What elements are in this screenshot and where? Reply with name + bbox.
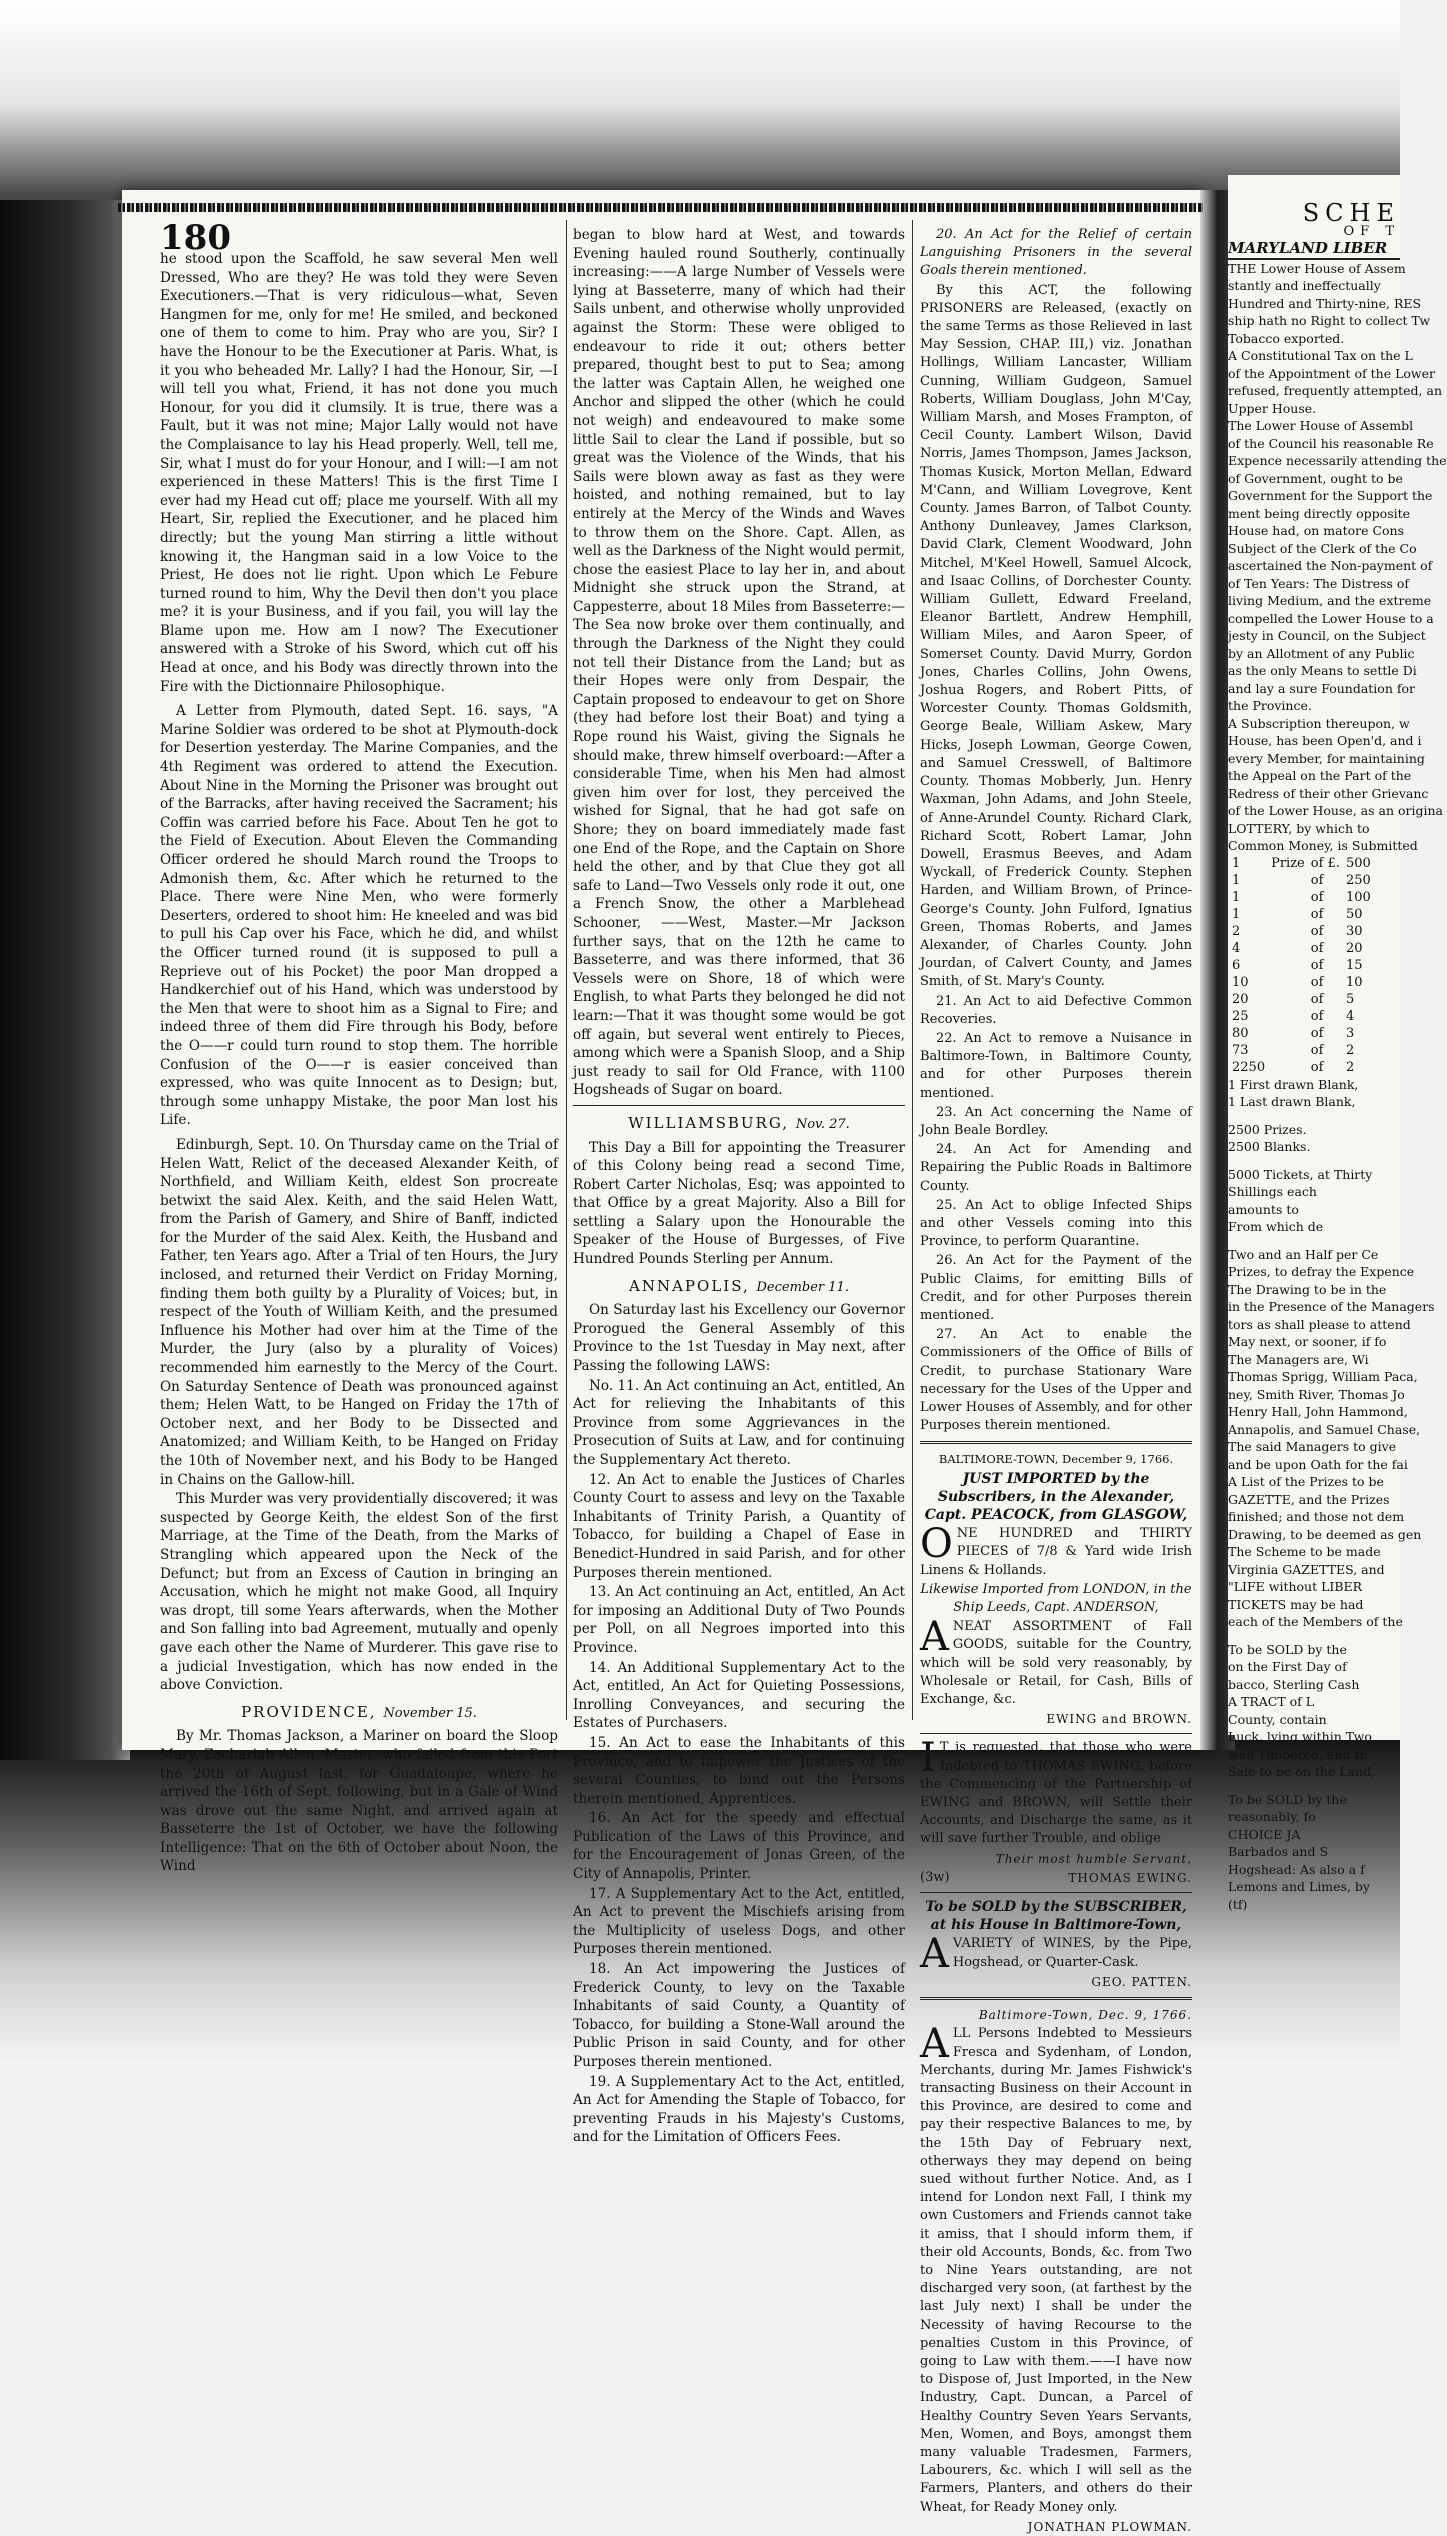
column-rule bbox=[566, 220, 567, 1720]
facing-line: A Subscription thereupon, w bbox=[1228, 715, 1410, 731]
ad-heading: To be SOLD by the SUBSCRIBER, at his House in Baltimore-Town, bbox=[925, 1899, 1187, 1934]
drop-cap: I bbox=[920, 1735, 936, 1782]
facing-subheader: OF T bbox=[1343, 223, 1400, 239]
facing-line: The Managers are, Wi bbox=[1228, 1351, 1369, 1367]
facing-line: tors as shall please to attend bbox=[1228, 1316, 1411, 1332]
facing-line: 1 First drawn Blank, bbox=[1228, 1076, 1359, 1092]
facing-line: Virginia GAZETTES, and bbox=[1228, 1561, 1385, 1577]
dateline-date: December 11. bbox=[756, 1279, 849, 1295]
facing-line: living Medium, and the extreme bbox=[1228, 593, 1432, 608]
facing-line: A Constitutional Tax on the L bbox=[1228, 348, 1413, 363]
facing-line: of the Council his reasonable Re bbox=[1228, 435, 1434, 451]
prize-row bbox=[1232, 889, 1377, 906]
facing-line: of Ten Years: The Distress of bbox=[1228, 575, 1410, 591]
facing-line: by an Allotment of any Public bbox=[1228, 645, 1415, 661]
ad-date: BALTIMORE-TOWN, December 9, 1766. bbox=[938, 1452, 1174, 1467]
facing-line: of the Appointment of the Lower bbox=[1228, 365, 1435, 381]
prize-cell: 100 bbox=[1345, 889, 1371, 905]
prize-row bbox=[1232, 1042, 1377, 1059]
prize-row bbox=[1232, 923, 1377, 940]
law-item: 15. An Act to ease the Inhabitants of this Province, and to impower the Justices of the several Counties, to bind out the Persons therein mentioned, Apprentices. bbox=[573, 1734, 905, 1807]
ad-subheading: Likewise Imported from LONDON, in the Ship Leeds, Capt. ANDERSON, bbox=[920, 1581, 1192, 1616]
page-number: 180 bbox=[160, 218, 231, 258]
article-paragraph: Edinburgh, Sept. 10. On Thursday came on the Trial of Helen Watt, Relict of the deceased Alexander Keith, of Northfield, and William Keith, eldest Son procreate betwixt the said Alex. Keith, and the said Helen Watt, from the Parish of Gamery, and Shire of Banff, indicted for the Murder of the said Alex. Keith, the Husband and Father, ten Years ago. After a Trial of ten Hours, the Jury inclosed, and returned their Verdict on Friday Morning, finding them both guilty by a Plurality of Voices; but, in respect of the Youth of William Keith, and the presumed Influence his Mother had over him at the Time of the Murder, the Jury (also by a plurality of Voices) recommended him earnestly to the Mercy of the Court. On Saturday Sentence of Death was pronounced against them; Helen Watt, to be Hanged on Friday the 17th of October next, and her Body to be Dissected and Anatomized; and William Keith, to be Hanged on Friday the 10th of November next, and his Body to be Hanged in Chains on the Gallow-hill. bbox=[160, 1136, 558, 1488]
prize-cell: of bbox=[1310, 923, 1324, 939]
ad-heading: JUST IMPORTED by the Subscribers, in the Alexander, Capt. PEACOCK, from GLASGOW, bbox=[924, 1470, 1188, 1524]
facing-line: in the Presence of the Managers bbox=[1228, 1299, 1435, 1314]
facing-line: A List of the Prizes to be bbox=[1228, 1474, 1384, 1489]
facing-line: Tobacco exported. bbox=[1228, 330, 1345, 346]
facing-line: Thomas Sprigg, William Paca, bbox=[1228, 1369, 1418, 1384]
article-paragraph: This Murder was very providentially discovered; it was suspected by George Keith, the eldest Son of the first Marriage, at the Time of the Death, from the Marks of Strangling which appeared upon the Neck of the Defunct; but from an Excess of Caution in bringing an Accusation, which he might not make Good, all Inquiry was dropt, till some Years afterwards, when the Mother and Son falling into bad Agreement, mutually and openly gave each other the Name of Murderer. This gave rise to a judicial Investigation, which has now ended in the above Conviction. bbox=[160, 1491, 558, 1694]
ad-signature: EWING and BROWN. bbox=[1046, 1712, 1192, 1727]
law-item: 21. An Act to aid Defective Common Recoveries. bbox=[920, 993, 1192, 1027]
article-paragraph: he stood upon the Scaffold, he saw several Men well Dressed, Who are they? He was told they were Seven Executioners.—That is very ridiculous—what, Seven Hangmen for me, only for me! He smiled, and beckoned one of them to come to him. Pray who are you, Sir? I have the Honour to be the Executioner at Paris. What, is it you who beheaded Mr. Lally? I had the Honour, Sir, —I will tell you what, Friend, it has not done you much Honour, for you did it clumsily. It is true, there was a Fault, but it was not mine; Major Lally would not have the Complaisance to lay his Head properly. Well, tell me, Sir, what I must do for your Honour, and I will:—I am not experienced in these Matters! This is the first Time I ever had my Head cut off; place me yourself. With all my Heart, Sir, replied the Executioner, and he placed him directly; but the young Man stirring a little without knowing it, the Hangman said in a low Voice to the Priest, He does not lie right. Upon which Le Febure turned round to him, Why the Devil then don't you place me? it is your Business, and if you fail, you will lay the Blame upon me. How am I now? The Executioner answered with a Stroke of his Sword, which cut off his Head at once, and his Body was directly thrown into the Fire with the Dictionnaire Philosophique. bbox=[160, 251, 558, 695]
prize-cell: of bbox=[1310, 889, 1324, 905]
facing-line: To be SOLD by the bbox=[1228, 1791, 1347, 1807]
facing-title: MARYLAND LIBER bbox=[1228, 240, 1400, 260]
dateline-place: PROVIDENCE, bbox=[241, 1702, 377, 1721]
facing-line: amounts to bbox=[1228, 1201, 1299, 1217]
ad-body bbox=[920, 1521, 1192, 1580]
facing-line: Luck, lying within Two bbox=[1228, 1729, 1372, 1744]
prize-cell: 10 bbox=[1345, 974, 1363, 990]
prize-cell: 2250 bbox=[1232, 1059, 1266, 1075]
prize-cell: of bbox=[1310, 1025, 1324, 1041]
ad-signature: GEO. PATTEN. bbox=[1091, 1974, 1192, 1989]
prize-cell: of bbox=[1310, 1008, 1324, 1024]
prize-cell: 50 bbox=[1345, 906, 1363, 922]
prize-cell: 3 bbox=[1345, 1025, 1355, 1041]
prize-cell: Prize bbox=[1271, 855, 1305, 871]
facing-line: bacco, Sterling Cash bbox=[1228, 1676, 1360, 1692]
article-paragraph: began to blow hard at West, and towards Evening hauled round Southerly, continually increasing:——A large Number of Vessels were lying at Basseterre, many of which had their Sails unbent, and otherwise wholly unprovided against the Storm: These were obliged to endeavour to ride it out; others better prepared, thought best to put to Sea; among the latter was Captain Allen, he weighed one Anchor and slipped the other (which he could not weigh) and endeavoured to make some little Sail to clear the Land if possible, but so great was the Violence of the Winds, that his Sails were blown away as fast as they were hoisted, and nothing remained, but to lay entirely at the Mercy of the Winds and Waves to throw them on the Shore. Capt. Allen, as well as the Darkness of the Night would permit, chose the easiest Place to lay her in, and about Midnight she struck upon the Strand, at Cappesterre, about 18 Miles from Basseterre:—The Sea now broke over them continually, and through the Darkness of the Night they could not tell their Distance from the Land; but as their Hopes were only from Despair, the Captain proposed to endeavour to get on Shore (they had before lost their Boat) and tying a Rope round his Waist, giving the Signals he should make, threw himself overboard:—After a considerable Time, when his Men had almost given him over for lost, they perceived the wished for Signal, that he had got safe on Shore; they on board immediately made fast one End of the Rope, and the Captain on Shore held the other, and by that Clue they got all safe to Land—Two Vessels only rode it out, one a French Snow, the other a Marblehead Schooner, ——West, Master.—Mr Jackson further says, that on the 12th he came to Basseterre, and was there informed, that 36 Vessels were on Shore, 18 of which were English, to what Parts they belonged he did not learn:—That it was thought some would be got off again, but several went entirely to Pieces, among which were a Spanish Sloop, and a Ship just ready to sail for Old France, with 1100 Hogsheads of Sugar on board. bbox=[573, 227, 905, 1099]
column-rule bbox=[912, 220, 913, 1720]
facing-line: jesty in Council, on the Subject bbox=[1228, 628, 1426, 643]
law-item: 26. An Act for the Payment of the Public Claims, for emitting Bills of Credit, and for other Purposes therein mentioned. bbox=[920, 1253, 1192, 1323]
prize-cell: 1 bbox=[1232, 855, 1241, 871]
facing-line: refused, frequently attempted, an bbox=[1228, 383, 1442, 398]
facing-line: "LIFE without LIBER bbox=[1228, 1579, 1363, 1594]
prize-cell: 500 bbox=[1345, 855, 1371, 871]
prize-cell: 2 bbox=[1232, 923, 1241, 939]
facing-line: House had, on matore Cons bbox=[1228, 523, 1405, 538]
ad-text: NEAT ASSORTMENT of Fall GOODS, suitable for the Country, which will be sold very reasonably, by Wholesale or Retail, for Cash, Bills of Exchange, &c. bbox=[920, 1619, 1192, 1708]
facing-line: Two and an Half per Ce bbox=[1228, 1246, 1379, 1262]
facing-line: A TRACT of L bbox=[1228, 1694, 1315, 1709]
drop-cap: A bbox=[920, 1614, 949, 1661]
ad-body bbox=[920, 2021, 1192, 2516]
article-paragraph: On Saturday last his Excellency our Governor Prorogued the General Assembly of this Province to the 1st Tuesday in May next, after Passing the following LAWS: bbox=[573, 1302, 905, 1375]
facing-line: the Appeal on the Part of the bbox=[1228, 768, 1412, 783]
law-item: 18. An Act impowering the Justices of Frederick County, to levy on the Taxable Inhabitants of said County, a Quantity of Tobacco, for building a Stone-Wall around the Public Prison in said County, and for other Purposes therein mentioned. bbox=[573, 1961, 905, 2070]
facing-line: ney, Smith River, Thomas Jo bbox=[1228, 1386, 1405, 1402]
prize-cell bbox=[1271, 1059, 1311, 1076]
facing-line: well Timbered, and th bbox=[1228, 1746, 1368, 1762]
facing-line: Sale to be on the Land, bbox=[1228, 1764, 1376, 1779]
facing-line: Hundred and Thirty-nine, RES bbox=[1228, 295, 1422, 311]
facing-line: LOTTERY, by which to bbox=[1228, 820, 1370, 836]
law-item: 19. A Supplementary Act to the Act, entitled, An Act for Amending the Staple of Tobacco, for preventing Frauds in his Majesty's Customs, and for the Limitation of Officers Fees. bbox=[573, 2073, 905, 2146]
dateline-place: ANNAPOLIS, bbox=[629, 1276, 750, 1295]
prize-cell bbox=[1271, 906, 1311, 923]
prize-cell: 30 bbox=[1345, 923, 1363, 939]
prize-cell: of bbox=[1310, 974, 1324, 990]
ad-mark: (3w) bbox=[920, 1869, 950, 1885]
prize-cell: 6 bbox=[1232, 957, 1241, 973]
facing-line bbox=[1228, 1236, 1400, 1246]
prize-cell: 1 bbox=[1232, 906, 1241, 922]
facing-line: Upper House. bbox=[1228, 400, 1317, 416]
prize-cell bbox=[1271, 1042, 1311, 1059]
facing-line: Redress of their other Grievanc bbox=[1228, 785, 1429, 801]
prize-cell: 20 bbox=[1345, 940, 1363, 956]
facing-line: THE Lower House of Assem bbox=[1228, 260, 1406, 276]
facing-line: Hogshead: As also a f bbox=[1228, 1861, 1365, 1877]
divider bbox=[920, 1733, 1192, 1734]
facing-line: 1 Last drawn Blank, bbox=[1228, 1094, 1356, 1109]
drop-cap: O bbox=[920, 1521, 953, 1568]
column-1 bbox=[160, 250, 558, 1875]
law-item: 20. An Act for the Relief of certain Languishing Prisoners in the several Goals therein mentioned. bbox=[920, 227, 1192, 279]
prize-cell: 1 bbox=[1232, 889, 1241, 905]
ad-signature: THOMAS EWING. bbox=[1068, 1870, 1192, 1885]
facing-line: House, has been Open'd, and i bbox=[1228, 733, 1422, 748]
facing-line: Henry Hall, John Hammond, bbox=[1228, 1404, 1408, 1419]
facing-line: stantly and ineffectually bbox=[1228, 278, 1381, 293]
facing-line: To be SOLD by the bbox=[1228, 1641, 1347, 1657]
facing-line: Expence necessarily attending the bbox=[1228, 453, 1447, 468]
prize-row bbox=[1232, 957, 1377, 974]
facing-line: finished; and those not dem bbox=[1228, 1509, 1405, 1524]
facing-line: The Drawing to be in the bbox=[1228, 1281, 1387, 1297]
facing-line: CHOICE JA bbox=[1228, 1826, 1301, 1842]
divider bbox=[920, 1441, 1192, 1444]
prize-cell: 20 bbox=[1232, 991, 1249, 1007]
prize-cell: 10 bbox=[1232, 974, 1249, 990]
facing-line bbox=[1228, 1111, 1400, 1121]
dateline bbox=[160, 1703, 558, 1724]
ad-text: NE HUNDRED and THIRTY PIECES of 7/8 & Yard wide Irish Linens & Hollands. bbox=[920, 1526, 1192, 1578]
dateline-place: WILLIAMSBURG, bbox=[628, 1113, 790, 1132]
column-3 bbox=[920, 226, 1192, 2534]
prize-cell: of bbox=[1310, 957, 1324, 973]
facing-line bbox=[1228, 1156, 1400, 1166]
law-item: 23. An Act concerning the Name of John Beale Bordley. bbox=[920, 1104, 1192, 1138]
facing-line: TICKETS may be had bbox=[1228, 1596, 1364, 1612]
prize-row bbox=[1232, 1025, 1377, 1042]
facing-line: of the Lower House, as an origina bbox=[1228, 803, 1443, 818]
ad-text: T is requested, that those who were Indebted to THOMAS EWING, before the Commencing of the Partnership of EWING and BROWN, will Settle their Accounts, and Discharge the same, as it will save further Trouble, and oblige bbox=[920, 1740, 1192, 1847]
prize-row bbox=[1232, 906, 1377, 923]
facing-line: The Scheme to be made bbox=[1228, 1544, 1381, 1559]
facing-line: (tf) bbox=[1228, 1896, 1248, 1912]
book-spine bbox=[0, 200, 130, 1760]
facing-line: and be upon Oath for the fai bbox=[1228, 1456, 1408, 1472]
facing-line: County, contain bbox=[1228, 1711, 1327, 1727]
dateline-date: November 15. bbox=[383, 1705, 477, 1721]
facing-line: of Government, ought to be bbox=[1228, 470, 1403, 486]
facing-line: on the First Day of bbox=[1228, 1659, 1347, 1674]
prize-row bbox=[1232, 940, 1377, 957]
law-item: 14. An Additional Supplementary Act to the Act, entitled, An Act for Quieting Possessions, Inrolling Conveyances, and securing the Estates of Purchasers. bbox=[573, 1659, 905, 1732]
facing-line: each of the Members of the bbox=[1228, 1614, 1403, 1629]
prize-cell: 1 bbox=[1232, 872, 1241, 888]
article-paragraph: This Day a Bill for appointing the Treasurer of this Colony being read a second Time, Robert Carter Nicholas, Esq; was appointed to that Office by a great Majority. Also a Bill for settling a Salary upon the Honourable the Speaker of the House of Burgesses, of Five Hundred Pounds Sterling per Annum. bbox=[573, 1139, 905, 1268]
article-paragraph: A Letter from Plymouth, dated Sept. 16. says, "A Marine Soldier was ordered to be shot at Plymouth-dock for Desertion yesterday. The Marine Companies, and the 4th Regiment was ordered to attend the Execution. About Nine in the Morning the Prisoner was brought out of the Barracks, after having received the Sacrament; his Coffin was carried before his Face. About Ten he got to the Field of Execution. About Eleven the Commanding Officer ordered he should March round the Troops to Admonish them, &c. After which he returned to the Place. There were Nine Men, who were formerly Deserters, ordered to shoot him: He kneeled and was bid to pull his Cap over his Face, which he did, and whilst the Officer turned round (it is supposed to pull a Reprieve out of his Pocket) the poor Man dropped a Handkerchief out of his Hand, which was understood by the Men that were to shoot him as a Signal to Fire; and indeed three of them did Fire through his Body, before the O——r could turn round to stop them. The horrible Confusion of the O——r is easier conceived than expressed, who was quite Innocent as to Design; but, through some unhappy Mistake, the poor Man lost his Life. bbox=[160, 703, 558, 1129]
facing-line: every Member, for maintaining bbox=[1228, 750, 1425, 766]
facing-line: From which de bbox=[1228, 1219, 1324, 1234]
prize-cell: 73 bbox=[1232, 1042, 1249, 1058]
prize-cell: 4 bbox=[1232, 940, 1241, 956]
prize-cell: 5 bbox=[1345, 991, 1355, 1007]
prize-row bbox=[1232, 974, 1377, 991]
prize-row bbox=[1232, 1008, 1377, 1025]
ad-signature: Their most humble Servant, bbox=[995, 1851, 1192, 1866]
law-item: 16. An Act for the speedy and effectual Publication of the Laws of this Province, and for the Encouragement of Jonas Green, of the City of Annapolis, Printer. bbox=[573, 1810, 905, 1883]
dateline-date: Nov. 27. bbox=[795, 1116, 850, 1132]
prize-cell: of bbox=[1310, 940, 1324, 956]
law-item: 13. An Act continuing an Act, entitled, An Act for imposing an Additional Duty of Two Pounds per Poll, on all Negroes imported into this Province. bbox=[573, 1584, 905, 1656]
facing-line: Shillings each bbox=[1228, 1184, 1317, 1199]
facing-line: 2500 Blanks. bbox=[1228, 1139, 1311, 1154]
prize-cell: 2 bbox=[1345, 1059, 1355, 1075]
facing-line: GAZETTE, and the Prizes bbox=[1228, 1491, 1390, 1507]
dateline bbox=[573, 1114, 905, 1135]
drop-cap: A bbox=[920, 2021, 949, 2068]
prize-cell bbox=[1271, 1008, 1311, 1025]
prize-cell: of bbox=[1310, 1042, 1324, 1058]
prize-cell: of bbox=[1310, 991, 1324, 1007]
prize-cell: 25 bbox=[1232, 1008, 1249, 1024]
prize-cell bbox=[1271, 974, 1311, 991]
prize-cell: of £. bbox=[1310, 855, 1340, 871]
header-rule bbox=[118, 203, 1203, 212]
ad-body bbox=[920, 1735, 1192, 1848]
divider bbox=[920, 1997, 1192, 2000]
facing-line: Government for the Support the bbox=[1228, 488, 1433, 503]
prize-cell bbox=[1271, 1025, 1311, 1042]
prize-cell: 15 bbox=[1345, 957, 1363, 973]
facing-line: May next, or sooner, if fo bbox=[1228, 1334, 1387, 1349]
law-item: 24. An Act for Amending and Repairing the Public Roads in Baltimore County. bbox=[920, 1142, 1192, 1194]
facing-line: the Province. bbox=[1228, 698, 1312, 713]
facing-line bbox=[1228, 1781, 1400, 1791]
facing-text-bottom bbox=[1228, 1076, 1435, 1914]
prize-cell bbox=[1271, 957, 1311, 974]
article-paragraph: By Mr. Thomas Jackson, a Mariner on board the Sloop Mary, Zachariah Allen, Master, who failed from this Port the 20th of August last, for Guadaloupe, where he arrived the 16th of Sept. following, but in a Gale of Wind was drove out the same Night, and arrived again at Basseterre the 1st of October, we have the following Intelligence: That on the 6th of October about Noon, the Wind bbox=[160, 1728, 558, 1875]
facing-line: Drawing, to be deemed as gen bbox=[1228, 1526, 1422, 1542]
prize-cell: of bbox=[1310, 1059, 1324, 1075]
dateline bbox=[573, 1277, 905, 1298]
prize-row bbox=[1232, 855, 1377, 872]
prize-cell bbox=[1271, 923, 1311, 940]
ad-body bbox=[920, 1931, 1192, 1978]
facing-line: Lemons and Limes, by bbox=[1228, 1879, 1370, 1894]
prize-cell: 2 bbox=[1345, 1042, 1355, 1058]
facing-line: reasonably, fo bbox=[1228, 1809, 1316, 1824]
law-item: 27. An Act to enable the Commissioners of the Office of Bills of Credit, to purchase Stationary Ware necessary for the Uses of the Upper and Lower Houses of Assembly, and for other Purposes therein mentioned. bbox=[920, 1327, 1192, 1434]
prize-cell: 4 bbox=[1345, 1008, 1355, 1024]
facing-line: as the only Means to settle Di bbox=[1228, 663, 1417, 678]
prize-cell bbox=[1271, 889, 1311, 906]
prize-cell: of bbox=[1310, 872, 1324, 888]
facing-page bbox=[1228, 175, 1447, 1912]
facing-line: ship hath no Right to collect Tw bbox=[1228, 313, 1431, 328]
facing-line: Prizes, to defray the Expence bbox=[1228, 1264, 1415, 1279]
facing-line: and lay a sure Foundation for bbox=[1228, 680, 1415, 696]
law-item: 25. An Act to oblige Infected Ships and other Vessels coming into this Province, to perform Quarantine. bbox=[920, 1197, 1192, 1250]
prize-row bbox=[1232, 991, 1377, 1008]
prize-cell: 250 bbox=[1345, 872, 1371, 888]
facing-line: Annapolis, and Samuel Chase, bbox=[1228, 1421, 1421, 1437]
ad-text: VARIETY of WINES, by the Pipe, Hogshead, or Quarter-Cask. bbox=[952, 1936, 1192, 1970]
facing-text-top bbox=[1228, 260, 1447, 855]
facing-line bbox=[1228, 1631, 1400, 1641]
ad-signature: JONATHAN PLOWMAN. bbox=[1027, 2519, 1192, 2534]
prisoner-list: By this ACT, the following PRISONERS are Released, (exactly on the same Terms as those Relieved in last May Session, CHAP. III,) viz. Jonathan Hollings, William Lancaster, William Cunning, William Gudgeon, Samuel Roberts, William Douglass, John M'Cay, William Marsh, and Moses Frampton, of Cecil County. Lambert Wilson, David Norris, James Thompson, James Jackson, Thomas Kusick, Morton Mellan, Edward M'Cann, and William Lovegrove, Kent County. James Barron, of Talbot County. Anthony Dunleavey, James Clarkson, David Clark, Clement Woodward, John Mitchel, M'Keel Howell, Samuel Alcock, and Isaac Collins, of Dorchester County. William Gullett, Edward Freeland, Eleanor Bartlett, Andrew Hemphill, William Miles, and Aaron Speer, of Somerset County. David Murry, Gordon Jones, Charles Collins, John Owens, Joshua Rogers, and Robert Pitts, of Worcester County. Thomas Goldsmith, George Beale, William Askew, Mary Hicks, Joseph Lowman, George Cowen, and Samuel Cresswell, of Baltimore County. Thomas Mobberly, Jun. Henry Waxman, John Adams, and John Steele, of Anne-Arundel County. Richard Clark, Richard Scott, Robert Lamar, John Dowell, Erasmus Beeves, and Adam Wyckall, of Frederick County. Stephen Harden, and William Brown, of Prince-George's County. John Fulford, Ignatius Green, Thomas Roberts, and James Alexander, of Charles County. John Jourdan, of Calvert County, and James Smith, of St. Mary's County. bbox=[920, 282, 1192, 990]
facing-line: ascertained the Non-payment of bbox=[1228, 558, 1433, 573]
prize-cell bbox=[1271, 872, 1311, 889]
prize-cell: 80 bbox=[1232, 1025, 1249, 1041]
prize-cell bbox=[1271, 940, 1311, 957]
facing-line: The Lower House of Assembl bbox=[1228, 418, 1414, 433]
prize-row bbox=[1232, 1059, 1377, 1076]
ad-date: Baltimore-Town, Dec. 9, 1766. bbox=[978, 2008, 1192, 2023]
law-item: 17. A Supplementary Act to the Act, entitled, An Act to prevent the Mischiefs arising from the Multiplicity of useless Dogs, and other Purposes therein mentioned. bbox=[573, 1885, 905, 1958]
law-item: 12. An Act to enable the Justices of Charles County Court to assess and levy on the Taxable Inhabitants of Trinity Parish, a Quantity of Tobacco, for building a Chapel of Ease in Benedict-Hundred in said Parish, and for other Purposes therein mentioned. bbox=[573, 1471, 905, 1581]
prize-table bbox=[1232, 855, 1377, 1076]
facing-line: compelled the Lower House to a bbox=[1228, 610, 1434, 626]
ad-footer bbox=[920, 1869, 1192, 1887]
prize-row bbox=[1232, 872, 1377, 889]
divider bbox=[920, 1892, 1192, 1893]
column-2 bbox=[573, 226, 905, 2146]
law-item: 22. An Act to remove a Nuisance in Baltimore-Town, in Baltimore County, and for other Purposes therein mentioned. bbox=[920, 1030, 1192, 1101]
facing-line: The said Managers to give bbox=[1228, 1439, 1397, 1454]
facing-header: SCHE bbox=[1302, 199, 1400, 227]
drop-cap: A bbox=[920, 1931, 949, 1978]
law-item: No. 11. An Act continuing an Act, entitled, An Act for relieving the Inhabitants of this Province from some Aggrievances in the Prosecution of Suits at Law, and for continuing the Supplementary Act thereto. bbox=[573, 1377, 905, 1468]
ad-text: LL Persons Indebted to Messieurs Fresca and Sydenham, of London, Merchants, during Mr. James Fishwick's transacting Business on their Account in this Province, are desired to come and pay their respective Balances to me, by the 15th Day of February next, otherways they may depend on being sued without further Notice. And, as I intend for London next Fall, I think my own Customers and Friends cannot take it amiss, that I should inform them, if their old Accounts, Bonds, &c. from Two to Nine Years outstanding, are not discharged very soon, (at farthest by the last July next) I shall be under the Necessity of having Recourse to the penalties Custom in this Province, of going to Law with them.——I have now to Dispose of, Just Imported, in the New Industry, Capt. Duncan, a Parcel of Healthy Country Seven Years Servants, Men, Women, and Boys, amongst them many valuable Tradesmen, Farmers, Labourers, &c. which I will sell as the Farmers, Planters, and others do their Wheat, for Ready Money only. bbox=[920, 2026, 1192, 2515]
prize-cell: of bbox=[1310, 906, 1324, 922]
facing-line: ment being directly opposite bbox=[1228, 505, 1411, 521]
facing-line: Barbados and S bbox=[1228, 1844, 1329, 1859]
ad-body bbox=[920, 1614, 1192, 1709]
facing-line: 5000 Tickets, at Thirty bbox=[1228, 1166, 1373, 1182]
facing-line: Common Money, is Submitted bbox=[1228, 838, 1418, 853]
prize-cell bbox=[1271, 991, 1311, 1008]
facing-line: Subject of the Clerk of the Co bbox=[1228, 540, 1417, 556]
divider bbox=[573, 1105, 905, 1106]
facing-line: 2500 Prizes. bbox=[1228, 1121, 1307, 1137]
